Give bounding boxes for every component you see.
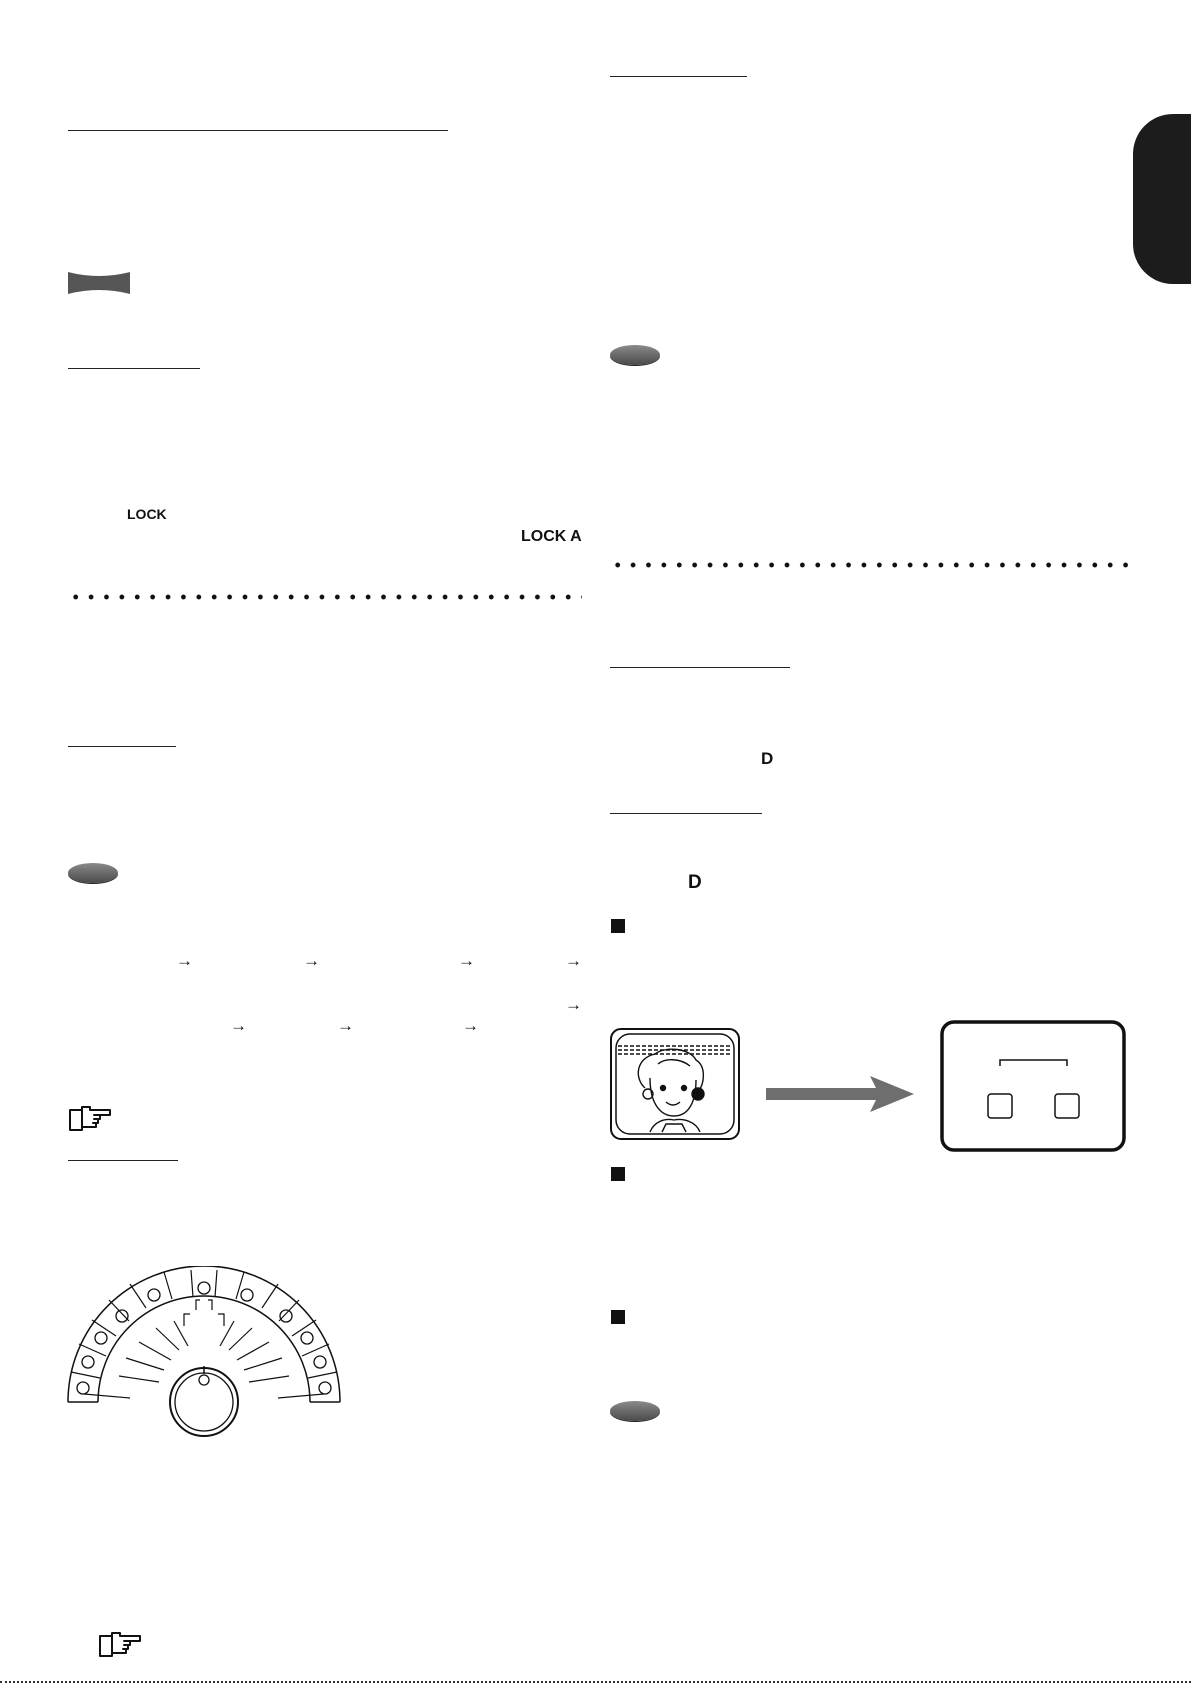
oval-badge-icon	[610, 345, 660, 365]
d-label-1: D	[761, 749, 774, 768]
display-panel-illustration	[940, 1020, 1126, 1152]
sequence-arrow: →	[565, 995, 582, 1014]
sequence-arrow: →	[303, 951, 320, 970]
oval-badge-icon	[610, 1401, 660, 1421]
heading-underline-5	[610, 76, 747, 77]
tv-screen-illustration	[610, 1028, 740, 1140]
heading-underline-4	[68, 1160, 178, 1161]
heading-underline-2	[68, 368, 200, 369]
sequence-arrow: →	[458, 951, 475, 970]
page-bottom-border	[0, 1681, 1191, 1683]
heading-underline-1	[68, 130, 448, 131]
pointing-hand-icon	[68, 1104, 112, 1132]
square-bullet-icon	[611, 1310, 625, 1324]
sequence-arrow: →	[337, 1016, 354, 1035]
pointing-hand-icon	[98, 1630, 142, 1658]
oval-badge-icon	[68, 863, 118, 883]
dial-illustration	[64, 1266, 344, 1442]
sequence-arrow: →	[462, 1016, 479, 1035]
sequence-arrow: →	[565, 951, 582, 970]
transition-arrow-icon	[766, 1072, 916, 1116]
sequence-arrow: →	[230, 1016, 247, 1035]
fold-marker-icon	[68, 272, 130, 294]
square-bullet-icon	[611, 919, 625, 933]
square-bullet-icon	[611, 1167, 625, 1181]
heading-underline-3	[68, 746, 176, 747]
lock-a-label: LOCK A	[521, 528, 582, 545]
d-label-2: D	[688, 872, 702, 893]
heading-underline-6	[610, 667, 790, 668]
lock-label: LOCK	[127, 506, 167, 522]
dotted-divider-left	[68, 594, 582, 600]
sequence-arrow: →	[176, 951, 193, 970]
heading-underline-7	[610, 813, 762, 814]
section-tab	[1133, 114, 1191, 284]
dotted-divider-right	[610, 562, 1128, 568]
